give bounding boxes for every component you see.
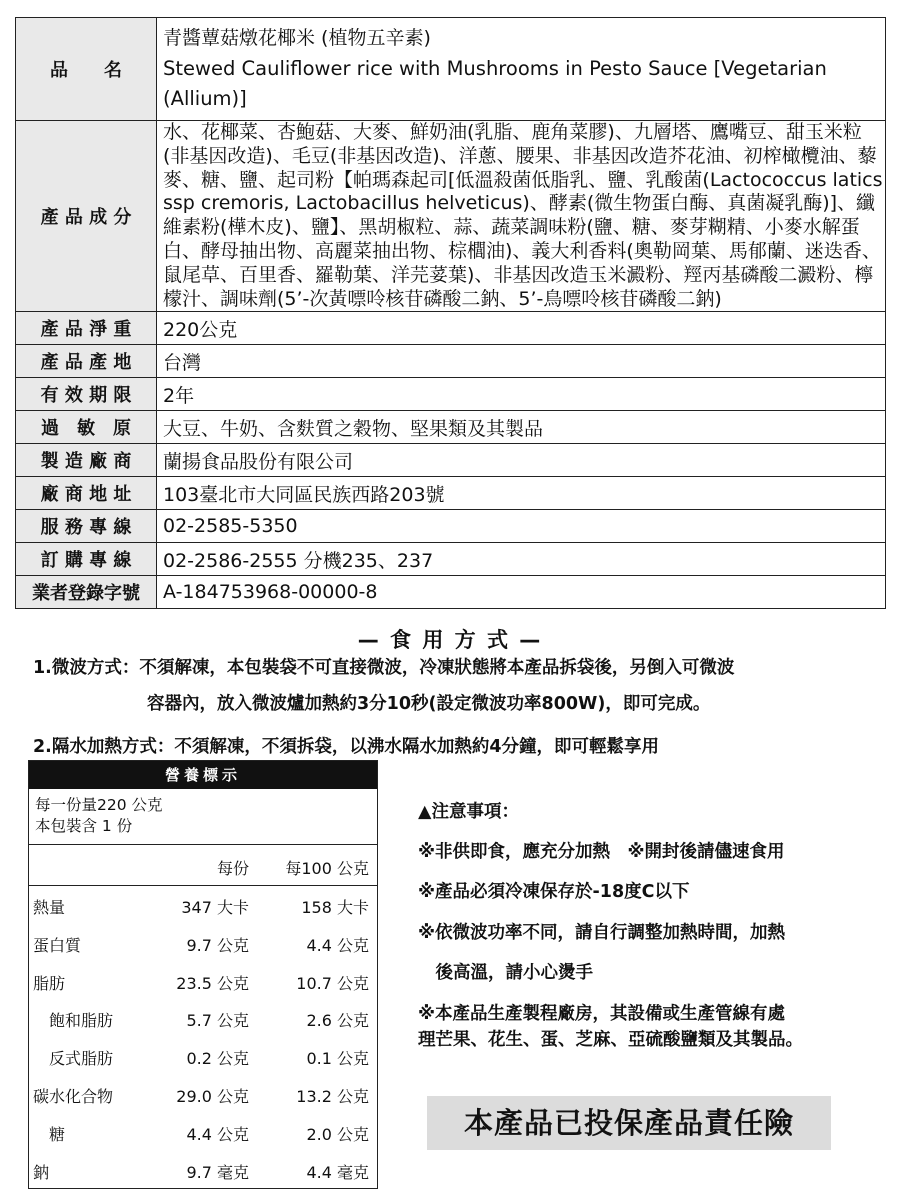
ingredients-text: 水、花椰菜、杏鮑菇、大麥、鮮奶油(乳脂、鹿角菜膠)、九層塔、鷹嘴豆、甜玉米粒(非基因改造)、毛豆(非基因改造)、洋蔥、腰果、非基因改造芥花油、初榨橄欖油、藜麥、糖、鹽、起司粉【帕瑪森起司[低溫殺菌低脂乳、鹽、乳酸菌(Lactococcus latics ssp cremoris, Lactobacillus helveticus)、酵素(微生物蛋白酶、真菌凝乳酶)]、纖維素粉(樺木皮)、鹽】、黑胡椒粒、蒜、蔬菜調味粉(鹽、糖、麥芽糊精、小麥水解蛋白、酵母抽出物、高麗菜抽出物、棕櫚油)、義大利香料(奧勒岡葉、馬郁蘭、迷迭香、鼠尾草、百里香、羅勒葉、洋芫荽葉)、非基因改造玉米澱粉、羥丙基磷酸二澱粉、檸檬汁、調味劑(5’-次黃嘌呤核苷磷酸二鈉、5’-鳥嘌呤核苷磷酸二鈉) — [157, 121, 886, 312]
usage-boil: 2.隔水加熱方式：不須解凍，不須拆袋，以沸水隔水加熱約4分鐘，即可輕鬆享用 — [33, 737, 659, 757]
label-text: 品 名 — [50, 60, 122, 81]
per-100g-value: 10.7 公克 — [296, 973, 369, 993]
note-line-4-cont: 理芒果、花生、蛋、芝麻、亞硫酸鹽類及其製品。 — [418, 1030, 803, 1050]
nutrition-row — [29, 1113, 377, 1151]
nutrient-name: 鈉 — [33, 1162, 50, 1182]
nutrition-row — [29, 962, 377, 1000]
label-registration — [16, 576, 157, 609]
shelf-life: 2年 — [157, 378, 886, 411]
nutrient-name: 熱量 — [33, 898, 66, 917]
per-serving-value: 4.4 公克 — [186, 1124, 249, 1144]
nutrition-row — [29, 1151, 377, 1189]
product-info-table — [15, 17, 886, 609]
nutrient-name: 脂肪 — [33, 973, 66, 993]
nutrition-row — [29, 924, 377, 962]
label-text: 服 務 專 線 — [40, 517, 132, 539]
nutrition-table — [28, 760, 378, 1189]
row-origin — [16, 345, 886, 378]
note-line-1: ※非供即食，應充分加熱 ※開封後請儘速食用 — [418, 842, 785, 862]
label-text: 廠 商 地 址 — [40, 484, 132, 506]
servings-per-pack: 本包裝含 1 份 — [35, 817, 133, 835]
manufacturer: 蘭揚食品股份有限公司 — [157, 444, 886, 477]
label-order-line — [16, 543, 157, 576]
nutrition-row — [29, 1075, 377, 1113]
serving-info — [29, 789, 377, 845]
note-line-2: ※產品必須冷凍保存於-18度C以下 — [418, 882, 690, 902]
label-ingredients — [16, 121, 157, 312]
per-serving-value: 5.7 公克 — [186, 1011, 249, 1031]
origin: 台灣 — [157, 345, 886, 378]
notes-title: ▲注意事項： — [418, 802, 519, 822]
per-serving-value: 23.5 公克 — [176, 973, 249, 993]
per-100g-value: 4.4 公克 — [306, 935, 369, 955]
usage-microwave-cont: 容器內，放入微波爐加熱約3分10秒(設定微波功率800W)，即可完成。 — [147, 694, 711, 714]
row-product-name — [16, 18, 886, 121]
allergens: 大豆、牛奶、含麩質之穀物、堅果類及其製品 — [157, 411, 886, 444]
per-serving-value: 347 大卡 — [181, 898, 249, 917]
label-text: 產 品 淨 重 — [40, 319, 132, 341]
registration-number: A-184753968-00000-8 — [157, 576, 886, 609]
col-per-100g: 每100 公克 — [285, 859, 369, 878]
label-text: 業者登錄字號 — [32, 583, 140, 605]
row-order-line — [16, 543, 886, 576]
note-line-4: ※本產品生產製程廠房，其設備或生產管線有處 — [418, 1004, 786, 1024]
label-address — [16, 477, 157, 510]
per-serving-value: 0.2 公克 — [186, 1049, 249, 1069]
nutrient-name: 飽和脂肪 — [33, 1011, 114, 1031]
nutrient-name: 糖 — [33, 1124, 66, 1144]
nutrition-column-header — [29, 845, 377, 886]
row-allergens — [16, 411, 886, 444]
label-allergens — [16, 411, 157, 444]
per-serving-value: 9.7 毫克 — [186, 1162, 249, 1182]
label-text: 過 敏 原 — [41, 418, 131, 440]
per-100g-value: 2.0 公克 — [306, 1124, 369, 1144]
label-service-line — [16, 510, 157, 543]
label-text: 製 造 廠 商 — [40, 451, 132, 473]
row-net-weight — [16, 312, 886, 345]
label-net-weight — [16, 312, 157, 345]
row-address — [16, 477, 886, 510]
nutrient-name: 蛋白質 — [33, 935, 82, 955]
value-product-name — [157, 18, 886, 121]
row-registration — [16, 576, 886, 609]
label-shelf-life — [16, 378, 157, 411]
per-serving-value: 9.7 公克 — [186, 935, 249, 955]
usage-title: — 食 用 方 式 — — [357, 628, 543, 652]
row-shelf-life — [16, 378, 886, 411]
nutrient-name: 反式脂肪 — [33, 1049, 114, 1069]
net-weight: 220公克 — [157, 312, 886, 345]
per-100g-value: 0.1 公克 — [306, 1049, 369, 1069]
label-manufacturer — [16, 444, 157, 477]
label-text: 有 效 期 限 — [40, 385, 132, 407]
per-100g-value: 13.2 公克 — [296, 1086, 369, 1106]
nutrition-header: 營養標示 — [29, 761, 377, 789]
note-line-3-cont: 後高溫，請小心燙手 — [418, 963, 593, 983]
serving-size: 每一份量220 公克 — [35, 796, 163, 814]
label-product-name — [16, 18, 157, 121]
note-line-3: ※依微波功率不同，請自行調整加熱時間，加熱 — [418, 923, 786, 943]
address: 103臺北市大同區民族西路203號 — [157, 477, 886, 510]
per-100g-value: 2.6 公克 — [306, 1011, 369, 1031]
nutrition-row — [29, 886, 377, 924]
per-100g-value: 158 大卡 — [301, 898, 369, 917]
nutrient-name: 碳水化合物 — [33, 1086, 114, 1106]
product-name-english: Stewed Cauliflower rice with Mushrooms in Pesto Sauce [Vegetarian (Allium)] — [163, 57, 827, 110]
service-line: 02-2585-5350 — [157, 510, 886, 543]
row-ingredients — [16, 121, 886, 312]
insurance-banner: 本產品已投保產品責任險 — [427, 1096, 831, 1150]
label-text: 訂 購 專 線 — [40, 550, 132, 572]
per-serving-value: 29.0 公克 — [176, 1086, 249, 1106]
label-text: 產 品 成 分 — [40, 207, 132, 229]
col-per-serving: 每份 — [216, 859, 249, 878]
row-service-line — [16, 510, 886, 543]
per-100g-value: 4.4 毫克 — [306, 1162, 369, 1182]
row-manufacturer — [16, 444, 886, 477]
usage-microwave: 1.微波方式：不須解凍，本包裝袋不可直接微波，冷凍狀態將本產品拆袋後，另倒入可微波 — [33, 658, 735, 678]
product-name-chinese: 青醬蕈菇燉花椰米 (植物五辛素) — [163, 27, 431, 49]
nutrition-row — [29, 1037, 377, 1075]
label-origin — [16, 345, 157, 378]
label-text: 產 品 產 地 — [40, 352, 132, 374]
order-line: 02-2586-2555 分機235、237 — [157, 543, 886, 576]
nutrition-row — [29, 999, 377, 1037]
